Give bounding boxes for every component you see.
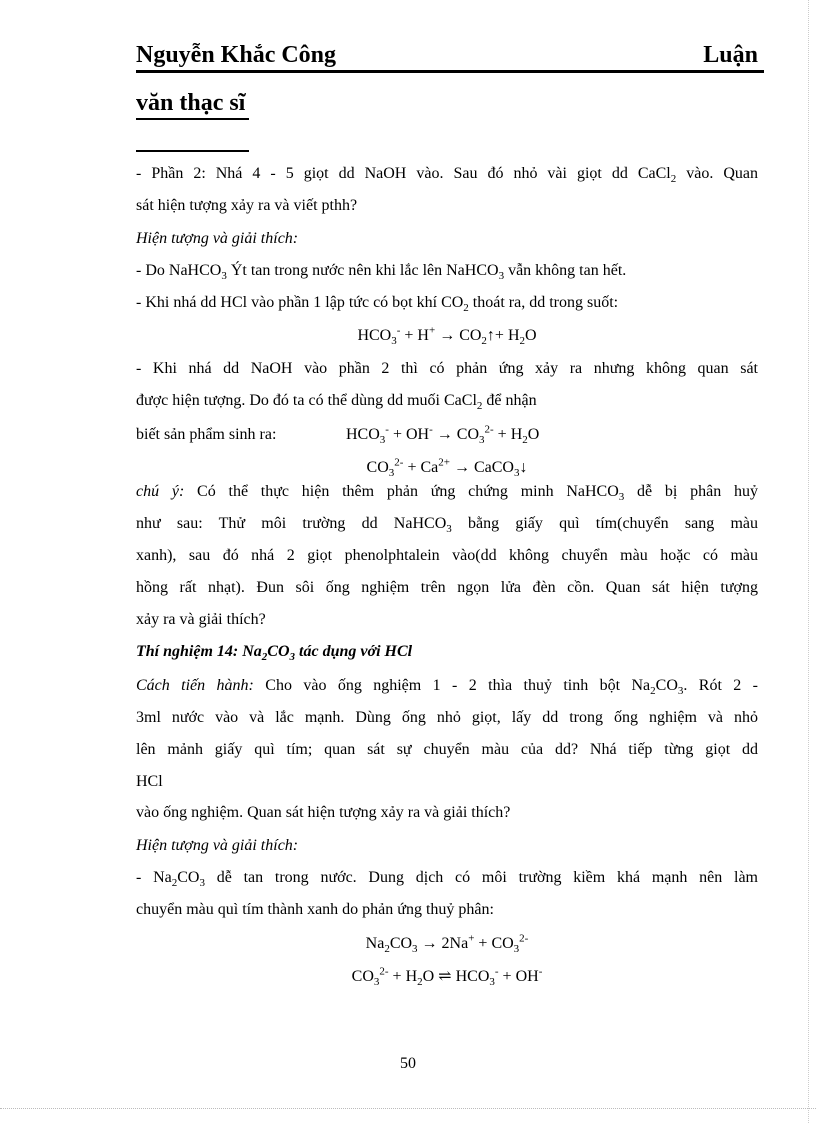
- text-line: lên mảnh giấy quì tím; quan sát sự chuyển màu của dd? Nhá tiếp từng giọt dd: [136, 741, 758, 758]
- equation-5: $CO_3^{2-} + H_2O$ ⇌ $HCO_3^- + OH^-$: [351, 965, 543, 989]
- equation-2: $HCO_3^- + OH^- \to CO_3^{2-} + H_2O$: [346, 423, 540, 447]
- equation-4: $Na_2CO_3 \to 2Na^+ + CO_3^{2-}$: [365, 932, 529, 956]
- text-line: được hiện tượng. Do đó ta có thể dùng dd muối CaCl$_2$ để nhận: [136, 392, 537, 413]
- text-line: - $Na_2CO_3$ dễ tan trong nước. Dung dịch có môi trường kiềm khá mạnh nên làm: [136, 869, 759, 890]
- text-line: 3ml nước vào và lắc mạnh. Dùng ống nhỏ giọt, lấy dd trong ống nghiệm và nhỏ: [136, 709, 758, 726]
- text-line: xanh), sau đó nhá 2 giọt phenolphtalein vào(dd không chuyển màu hoặc có màu: [136, 547, 758, 564]
- text-line: chú ý: Có thể thực hiện thêm phản ứng chứng minh NaHCO$_3$ dễ bị phân huỷ: [136, 483, 758, 504]
- section-label: Hiện tượng và giải thích:: [136, 837, 299, 854]
- text-line: sát hiện tượng xảy ra và viết pthh?: [136, 197, 358, 214]
- section-label: Hiện tượng và giải thích:: [136, 230, 299, 247]
- header-divider: [136, 150, 249, 152]
- text-line: - Khi nhá dd HCl vào phần 1 lập tức có bọt khí $CO_2$ thoát ra, dd trong suốt:: [136, 294, 619, 315]
- text-line: hồng rất nhạt). Đun sôi ống nghiệm trên ngọn lửa đèn cồn. Quan sát hiện tượng: [136, 579, 758, 596]
- text-line: vào ống nghiệm. Quan sát hiện tượng xảy ra và giải thích?: [136, 804, 511, 821]
- text-line: - Khi nhá dd NaOH vào phần 2 thì có phản ứng xảy ra nhưng không quan sát: [136, 360, 758, 377]
- header-line-2: văn thạc sĩ: [136, 88, 249, 120]
- experiment-heading: Thí nghiệm 14: $Na_2CO_3$ tác dụng với HCl: [136, 643, 413, 664]
- author-name: Nguyễn Khắc Công: [136, 42, 337, 68]
- page-right-edge: [808, 0, 809, 1123]
- page-number: 50: [400, 1055, 416, 1072]
- header-line-1: [136, 40, 764, 73]
- text-line: xảy ra và giải thích?: [136, 611, 266, 628]
- text-line: - Phần 2: Nhá 4 - 5 giọt dd NaOH vào. Sau đó nhỏ vài giọt dd CaCl$_2$ vào. Quan: [136, 165, 758, 186]
- equation-1: $HCO_3^- + H^+$ → $CO_2↑+ H_2O$: [357, 324, 537, 348]
- text-line: biết sản phẩm sinh ra: $HCO_3^- + OH^- \to CO_3^{2-} + H_2O$: [136, 423, 540, 447]
- text-line: chuyển màu quì tím thành xanh do phản ứng thuỷ phân:: [136, 901, 494, 918]
- page-bottom-edge: [0, 1108, 816, 1109]
- text-line: - Do NaHCO$_3$ Ýt tan trong nước nên khi lắc lên NaHCO$_3$ vẫn không tan hết.: [136, 262, 627, 283]
- text-line: HCl: [136, 773, 163, 790]
- equation-3: $CO_3^{2-} + Ca^{2+}$ → CaCO$_3$↓: [366, 456, 528, 480]
- text-line: Cách tiến hành: Cho vào ống nghiệm 1 - 2 thìa thuỷ tinh bột $Na_2CO_3$. Rót 2 -: [136, 677, 759, 698]
- text-line: như sau: Thử môi trường dd NaHCO$_3$ bằng giấy quì tím(chuyển sang màu: [136, 515, 758, 536]
- thesis-label: Luận: [703, 42, 758, 68]
